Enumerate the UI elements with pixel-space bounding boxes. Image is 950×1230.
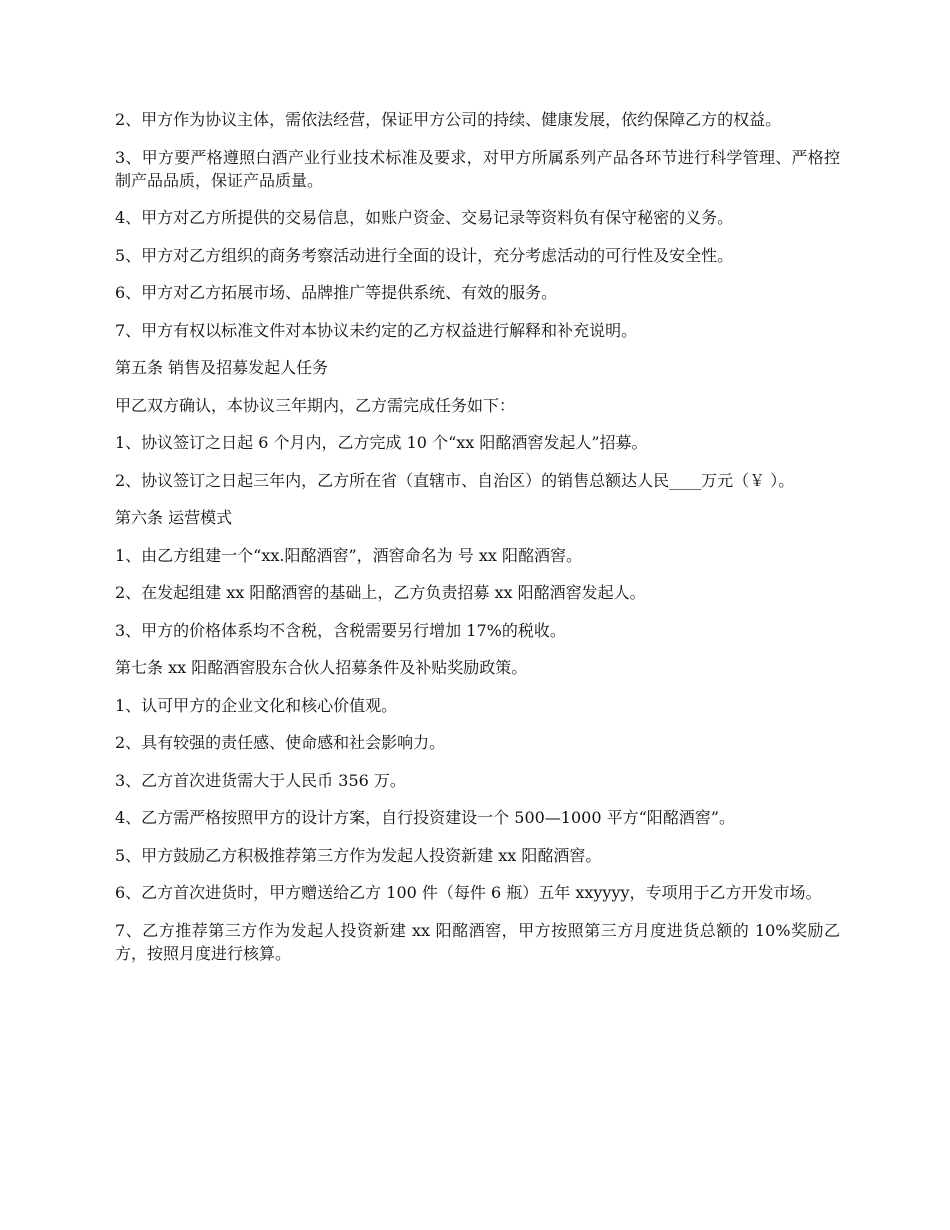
article-6-item-3: 3、甲方的价格体系均不含税，含税需要另行增加 17%的税收。: [115, 620, 566, 640]
article-5-item-1: 1、协议签订之日起 6 个月内，乙方完成 10 个“xx 阳酩酒窖发起人”招募。: [115, 433, 648, 452]
article-6-item-2: 2、在发起组建 xx 阳酩酒窖的基础上，乙方负责招募 xx 阳酩酒窖发起人。: [115, 583, 646, 602]
clause-4-confidentiality: 4、甲方对乙方所提供的交易信息，如账户资金、交易记录等资料负有保守秘密的义务。: [115, 208, 734, 227]
article-7-item-4: 4、乙方需严格按照甲方的设计方案，自行投资建设一个 500—1000 平方“阳酩酒窖”。: [115, 808, 735, 827]
article-5-intro: 甲乙双方确认，本协议三年期内，乙方需完成任务如下：: [115, 395, 516, 415]
clause-5-business-inspection: 5、甲方对乙方组织的商务考察活动进行全面的设计，充分考虑活动的可行性及安全性。: [115, 245, 734, 265]
article-7-item-1: 1、认可甲方的企业文化和核心价值观。: [115, 695, 398, 715]
clause-2-party-a-lawful-operation: 2、甲方作为协议主体，需依法经营，保证甲方公司的持续、健康发展，依约保障乙方的权益。: [115, 110, 782, 129]
article-7-item-5: 5、甲方鼓励乙方积极推荐第三方作为发起人投资新建 xx 阳酩酒窖。: [115, 845, 602, 865]
article-7-item-6: 6、乙方首次进货时，甲方赠送给乙方 100 件（每件 6 瓶）五年 xxyyyy，专项用于乙方开发市场。: [115, 883, 822, 902]
article-7-item-2: 2、具有较强的责任感、使命感和社会影响力。: [115, 733, 446, 752]
article-5-heading: 第五条 销售及招募发起人任务: [115, 358, 329, 377]
clause-7-interpretation-right: 7、甲方有权以标准文件对本协议未约定的乙方权益进行解释和补充说明。: [115, 320, 638, 340]
document-page: [115, 108, 840, 979]
article-6-heading: 第六条 运营模式: [115, 508, 233, 527]
article-6-item-1: 1、由乙方组建一个“xx.阳酩酒窖”，酒窖命名为 号 xx 阳酩酒窖。: [115, 545, 582, 565]
article-7-item-3: 3、乙方首次进货需大于人民币 356 万。: [115, 770, 406, 790]
article-7-item-7: 7、乙方推荐第三方作为发起人投资新建 xx 阳酩酒窖，甲方按照第三方月度进货总额的 10%奖励乙方，按照月度进行核算。: [115, 920, 840, 963]
clause-6-market-support: 6、甲方对乙方拓展市场、品牌推广等提供系统、有效的服务。: [115, 283, 558, 302]
article-5-item-2: 2、协议签订之日起三年内，乙方所在省（直辖市、自治区）的销售总额达人民____万元（￥ ）。: [115, 470, 795, 490]
clause-3-quality-standards: 3、甲方要严格遵照白酒产业行业技术标准及要求，对甲方所属系列产品各环节进行科学管理、严格控制产品品质，保证产品质量。: [115, 147, 840, 190]
article-7-heading: 第七条 xx 阳酩酒窖股东合伙人招募条件及补贴奖励政策。: [115, 658, 528, 677]
